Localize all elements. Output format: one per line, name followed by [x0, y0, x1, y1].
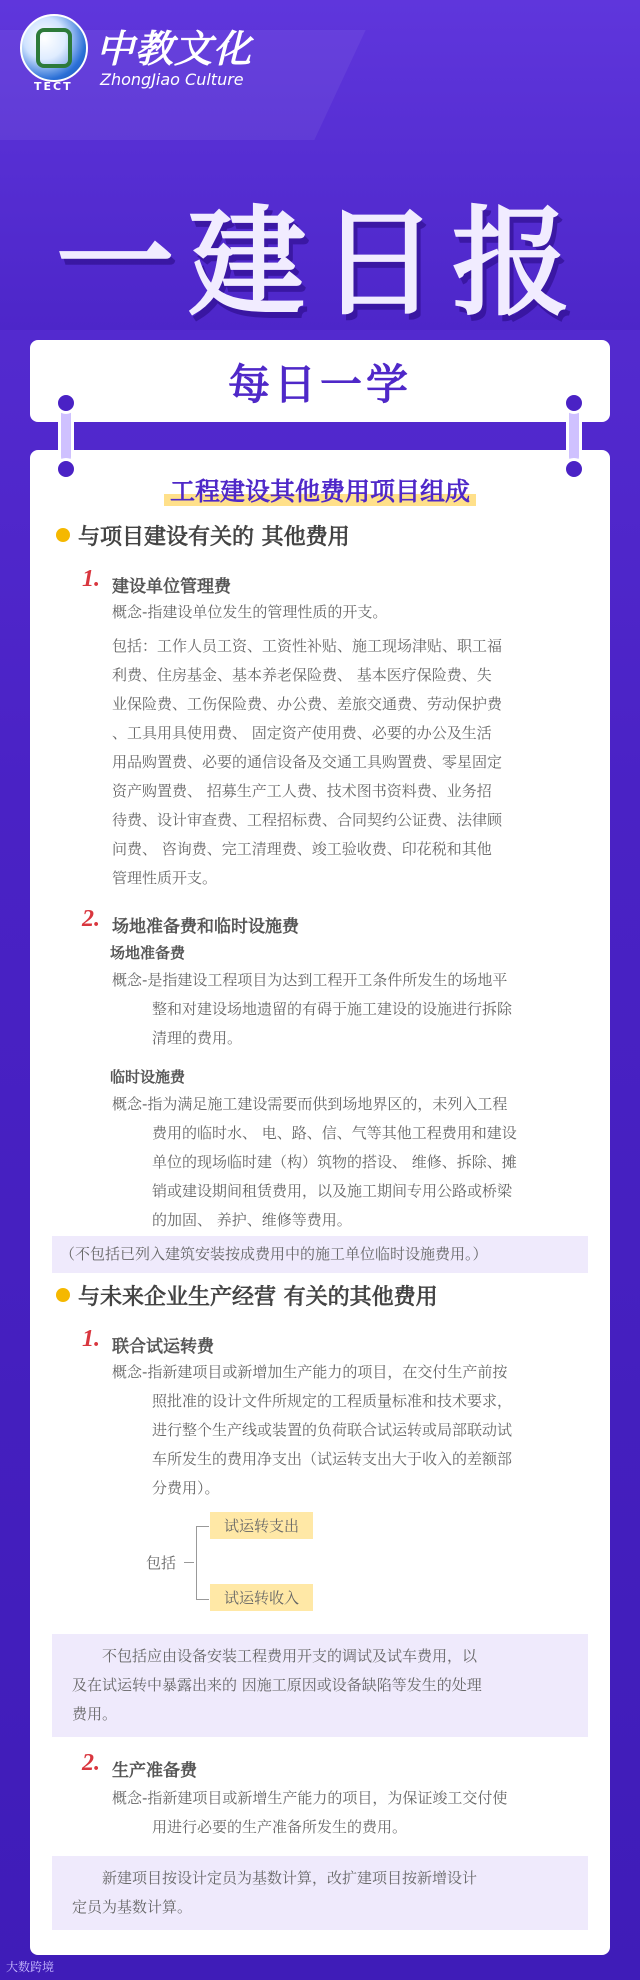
- logo: [20, 14, 270, 96]
- item-number: 2.: [82, 906, 100, 932]
- content-card: [30, 450, 610, 1955]
- item-number: 1.: [82, 566, 100, 592]
- ring-hole-icon: [563, 458, 585, 480]
- section-2-heading: 与未来企业生产经营 有关的其他费用: [56, 1280, 438, 1311]
- text-line: 单位的现场临时建（构）筑物的搭设、 维修、拆除、摊: [152, 1153, 517, 1171]
- text-line: 概念-是指建设工程项目为达到工程开工条件所发生的场地平: [112, 971, 508, 989]
- include-label: 包括: [146, 1554, 177, 1572]
- text-line: 新建项目按设计定员为基数计算，改扩建项目按新增设计: [102, 1869, 478, 1887]
- item-number: 1.: [82, 1326, 100, 1352]
- item-number: 2.: [82, 1750, 100, 1776]
- item-title: 联合试运转费: [112, 1337, 214, 1357]
- text-line: 费用的临时水、 电、路、信、气等其他工程费用和建设: [152, 1124, 517, 1142]
- tag-trial-income: 试运转收入: [210, 1584, 313, 1611]
- text-line: 概念-指为满足施工建设需要而供到场地界区的，未列入工程: [112, 1095, 508, 1113]
- tag-trial-expense: 试运转支出: [210, 1512, 313, 1539]
- text-line: 及在试运转中暴露出来的 因施工原因或设备缺陷等发生的处理: [72, 1676, 482, 1694]
- text-line: 车所发生的费用净支出（试运转支出大于收入的差额部: [152, 1450, 513, 1468]
- note-box: [52, 1634, 588, 1737]
- text-line: 利费、住房基金、基本养老保险费、 基本医疗保险费、失: [112, 666, 492, 684]
- item-title: 场地准备费和临时设施费: [112, 917, 299, 937]
- text-line: 进行整个生产线或装置的负荷联合试运转或局部联动试: [152, 1421, 513, 1439]
- text-line: 定员为基数计算。: [72, 1898, 193, 1916]
- text-line: 清理的费用。: [152, 1029, 243, 1047]
- item-include: [112, 632, 592, 893]
- card-title: [30, 472, 610, 508]
- watermark: 大数跨境: [6, 1960, 55, 1974]
- text-line: 、工具用具使用费、 固定资产使用费、必要的办公及生活: [112, 724, 492, 742]
- note-box: [52, 1856, 588, 1930]
- text-line: 整和对建设场地遗留的有碍于施工建设的设施进行拆除: [152, 1000, 513, 1018]
- item-concept: 概念-指建设单位发生的管理性质的开支。: [112, 603, 388, 621]
- subitem-title: 临时设施费: [110, 1068, 186, 1086]
- text-line: 分费用）。: [152, 1479, 220, 1497]
- text-line: 待费、设计审查费、工程招标费、合同契约公证费、法律顾: [112, 811, 503, 829]
- bracket: [196, 1526, 209, 1600]
- globe-logo-icon: [20, 14, 88, 82]
- text-line: 包括：工作人员工资、工资性补贴、施工现场津贴、职工福: [112, 637, 503, 655]
- item-text: [112, 1784, 592, 1842]
- card-title-text: 工程建设其他费用项目组成: [164, 477, 476, 506]
- text-line: 费用。: [72, 1705, 118, 1723]
- text-line: 照批准的设计文件所规定的工程质量标准和技术要求，: [152, 1392, 513, 1410]
- header: [0, 0, 640, 330]
- text-line: 不包括应由设备安装工程费用开支的调试及试车费用，以: [102, 1647, 478, 1665]
- item-title: 建设单位管理费: [112, 577, 231, 597]
- text-line: 用品购置费、必要的通信设备及交通工具购置费、零星固定: [112, 753, 503, 771]
- text-line: 概念-指新建项目或新增加生产能力的项目，在交付生产前按: [112, 1363, 508, 1381]
- banner: [30, 340, 610, 422]
- text-line: 问费、 咨询费、完工清理费、竣工验收费、印花税和其他: [112, 840, 492, 858]
- text-line: 资产购置费、 招募生产工人费、技术图书资料费、业务招: [112, 782, 492, 800]
- bullet-dot-icon: [56, 528, 70, 542]
- page-title: 一建日报: [55, 194, 584, 330]
- subitem-text: [112, 1090, 592, 1235]
- item-text: [112, 1358, 592, 1503]
- ring-hole-icon: [55, 458, 77, 480]
- text-line: 销或建设期间租赁费用，以及施工期间专用公路或桥梁: [152, 1182, 513, 1200]
- section-1-heading: 与项目建设有关的 其他费用: [56, 520, 350, 551]
- note-box: （不包括已列入建筑安装按成费用中的施工单位临时设施费用。）: [52, 1236, 588, 1273]
- item-title: 生产准备费: [112, 1761, 197, 1781]
- ring-hole-icon: [563, 392, 585, 414]
- logo-cn-text: 中教文化: [96, 27, 253, 71]
- text-line: 业保险费、工伤保险费、办公费、差旅交通费、劳动保护费: [112, 695, 503, 713]
- text-line: 的加固、 养护、维修等费用。: [152, 1211, 352, 1229]
- ring-hole-icon: [55, 392, 77, 414]
- logo-en-text: ZhongJiao Culture: [100, 70, 244, 89]
- bracket-line: [184, 1562, 194, 1563]
- text-line: 管理性质开支。: [112, 869, 218, 887]
- subitem-title: 场地准备费: [110, 944, 186, 962]
- subitem-text: [112, 966, 592, 1053]
- bullet-dot-icon: [56, 1288, 70, 1302]
- logo-abbr: TECT: [34, 80, 73, 93]
- banner-title: 每日一学: [227, 360, 412, 409]
- text-line: 概念-指新建项目或新增生产能力的项目，为保证竣工交付使: [112, 1789, 508, 1807]
- text-line: 用进行必要的生产准备所发生的费用。: [152, 1818, 408, 1836]
